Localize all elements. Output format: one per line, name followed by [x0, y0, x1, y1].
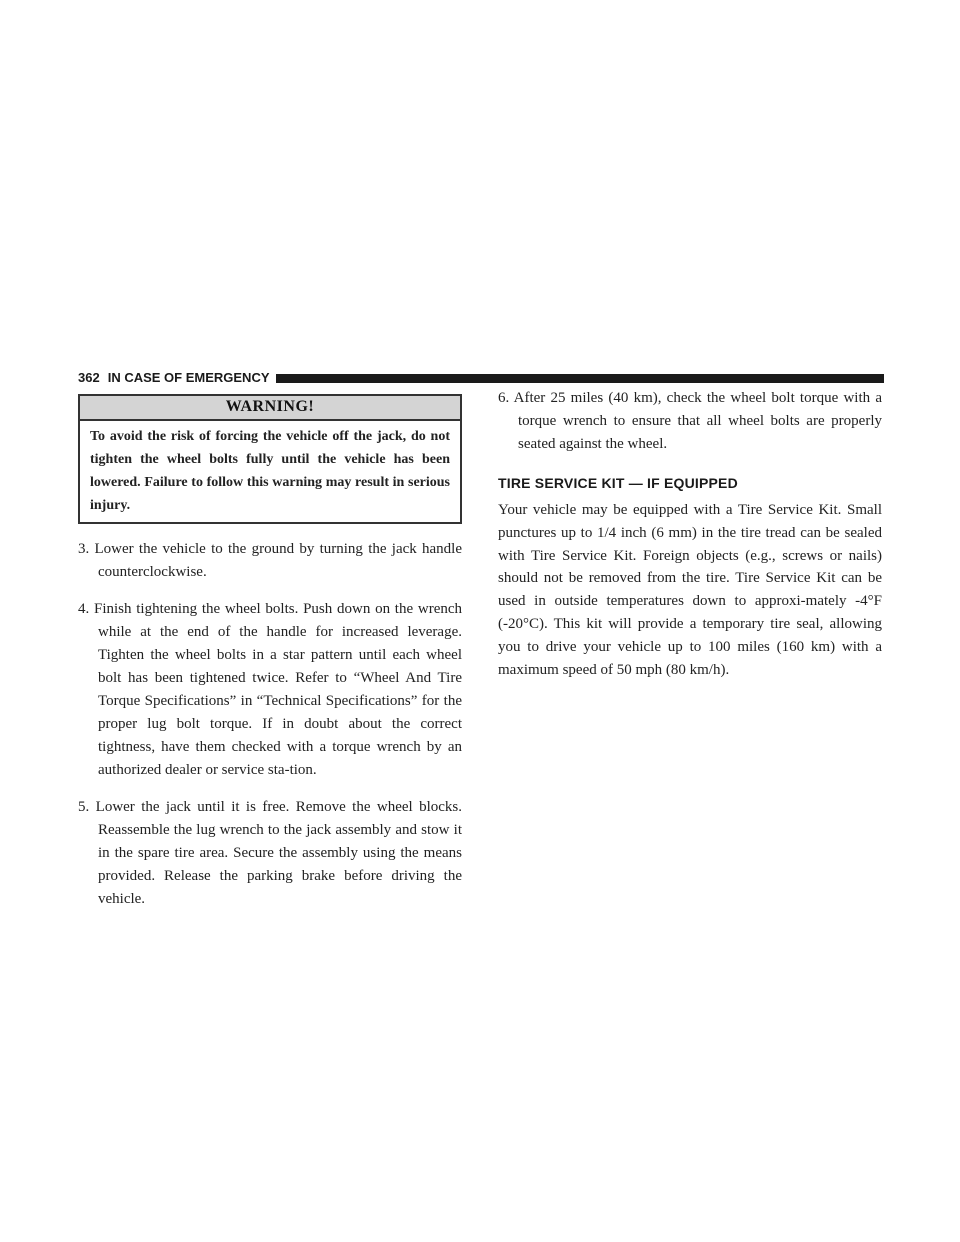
step-5-text: Lower the jack until it is free. Remove the wheel blocks. Reassemble the lug wrench to the jack assembly and stow it in the spare tire area. Secure the assembly using the means provided. Release the parking brake before driving the vehicle. — [95, 799, 463, 907]
tire-service-kit-paragraph: Your vehicle may be equipped with a Tire Service Kit. Small punctures up to 1/4 inch (6 mm) in the tire tread can be sealed with Tire Service Kit. Foreign objects (e.g., screws or nails) should not be removed from the tire. Tire Service Kit can be used in outside temperatures down to approxi-mately -4°F (-20°C). This kit will provide a temporary tire seal, allowing you to drive your vehicle up to 100 miles (160 km) with a maximum speed of 50 mph (80 km/h). — [498, 502, 882, 678]
step-4-text: Finish tightening the wheel bolts. Push down on the wrench while at the end of the handle for increased leverage. Tighten the wheel bolts in a star pattern until each wheel bolt has been tightened twice. Refer to “Wheel And Tire Torque Specifications” in “Technical Specifications” for the proper lug bolt torque. If in doubt about the correct tightness, have them checked with a torque wrench by an authorized dealer or service sta-tion. — [94, 601, 463, 778]
left-column — [78, 394, 462, 911]
step-5-number: 5. — [78, 799, 90, 815]
right-column — [498, 387, 882, 681]
tire-service-kit-heading: TIRE SERVICE KIT — IF EQUIPPED — [498, 475, 738, 491]
step-6-content — [498, 387, 882, 456]
step-3-content — [78, 538, 463, 584]
step-4 — [78, 598, 462, 782]
warning-title: WARNING! — [80, 396, 460, 421]
step-5-content — [78, 796, 463, 911]
warning-text: To avoid the risk of forcing the vehicle off the jack, do not tighten the wheel bolts fully until the vehicle has been lowered. Failure to follow this warning may result in serious injury. — [90, 429, 450, 513]
step-4-number: 4. — [78, 601, 90, 617]
step-6-text: After 25 miles (40 km), check the wheel bolt torque with a torque wrench to ensure that all wheel bolts are properly seated against the wheel. — [513, 390, 882, 452]
step-3 — [78, 538, 462, 584]
warning-box — [78, 394, 462, 524]
step-6 — [498, 387, 882, 456]
step-3-text: Lower the vehicle to the ground by turning the jack handle counterclockwise. — [94, 541, 463, 580]
step-4-content — [78, 598, 463, 782]
step-3-number: 3. — [78, 541, 90, 557]
section-title: IN CASE OF EMERGENCY — [107, 370, 270, 385]
page-header — [78, 370, 884, 386]
page-number: 362 — [78, 370, 100, 385]
header-rule — [276, 374, 885, 383]
step-6-number: 6. — [498, 390, 510, 406]
step-5 — [78, 796, 462, 911]
